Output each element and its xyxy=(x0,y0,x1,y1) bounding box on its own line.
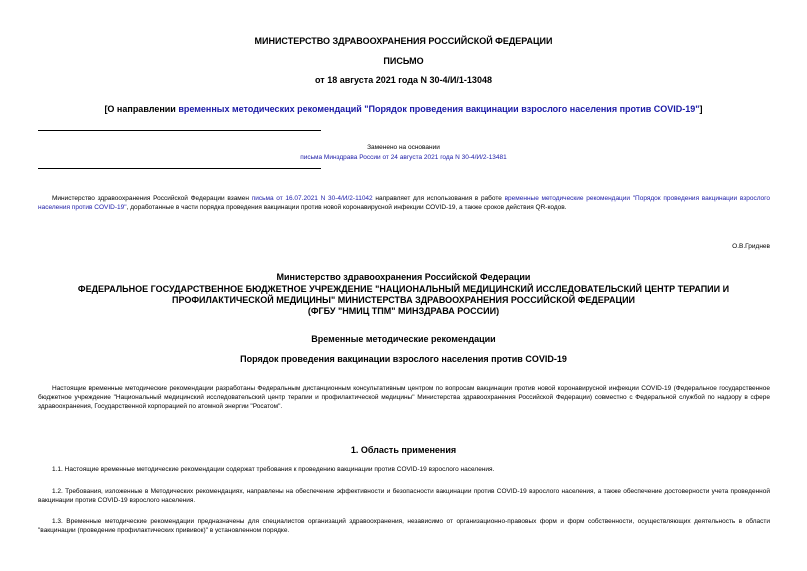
intro-link-letter[interactable]: письма от 16.07.2021 N 30-4/И/2-11042 xyxy=(251,195,373,202)
signature: О.В.Гриднев xyxy=(732,243,770,250)
subject-close: ] xyxy=(699,104,703,114)
paragraph-1-2: 1.2. Требования, изложенные в Методических рекомендациях, направлены на обеспечение эффективности и безопасности вакцинации против COVID-19 взрослого населения, а также обеспечение достоверности учета проведенной вакцинации против COVID-19 взрослого населения. xyxy=(38,488,770,504)
org-line-1: Министерство здравоохранения Российской Федерации xyxy=(276,272,531,282)
rec-subtitle: Порядок проведения вакцинации взрослого населения против COVID-19 xyxy=(240,354,567,364)
divider-top xyxy=(38,130,321,131)
rec-title: Временные методические рекомендации xyxy=(311,334,496,344)
subject-link[interactable]: временных методических рекомендаций "Порядок проведения вакцинации взрослого населения против COVID-19" xyxy=(178,104,700,114)
doc-type: ПИСЬМО xyxy=(383,56,424,66)
intro-text-3: , доработанные в части порядка проведения вакцинации против новой коронавирусной инфекции COVID-19, а также сроков действия QR-кодов. xyxy=(126,204,567,211)
replaced-note: Заменено на основании xyxy=(367,144,440,151)
doc-date: от 18 августа 2021 года N 30-4/И/1-13048 xyxy=(315,75,492,85)
intro-paragraph xyxy=(38,194,770,212)
replaced-link[interactable]: письма Минздрава России от 24 августа 2021 года N 30-4/И/2-13481 xyxy=(300,154,507,161)
intro-text-1: Министерство здравоохранения Российской Федерации взамен xyxy=(52,195,252,202)
org-line-2: ФЕДЕРАЛЬНОЕ ГОСУДАРСТВЕННОЕ БЮДЖЕТНОЕ УЧРЕЖДЕНИЕ "НАЦИОНАЛЬНЫЙ МЕДИЦИНСКИЙ ИССЛЕДОВАТЕЛЬСКИЙ ЦЕНТР ТЕРАПИИ И xyxy=(77,284,730,294)
org-line-4: (ФГБУ "НМИЦ ТПМ" МИНЗДРАВА РОССИИ) xyxy=(307,306,500,316)
org-line-3: ПРОФИЛАКТИЧЕСКОЙ МЕДИЦИНЫ" МИНИСТЕРСТВА ЗДРАВООХРАНЕНИЯ РОССИЙСКОЙ ФЕДЕРАЦИИ xyxy=(171,295,636,305)
rec-intro-paragraph: Настоящие временные методические рекомендации разработаны Федеральным дистанционным консультативным центром по вопросам вакцинации против новой коронавирусной инфекции COVID-19 (Федеральное государственное бюджетное учреждение "Национальный медицинский исследовательский центр терапии и профилактической медицины" Министерства здравоохранения Российской Федерации) совместно с Федеральной службой по надзору в сфере здравоохранения, Государственной корпорацией по атомной энергии "Росатом". xyxy=(38,385,770,410)
intro-link-recommendations[interactable]: временные методические рекомендации "Порядок проведения вакцинации взрослого населения против COVID-19" xyxy=(38,195,771,211)
ministry-heading: МИНИСТЕРСТВО ЗДРАВООХРАНЕНИЯ РОССИЙСКОЙ ФЕДЕРАЦИИ xyxy=(254,36,553,46)
paragraph-1-1: 1.1. Настоящие временные методические рекомендации содержат требования к проведению вакцинации против COVID-19 взрослого населения. xyxy=(52,466,495,473)
intro-text-2: направляет для использования в работе xyxy=(372,195,505,202)
paragraph-1-3: 1.3. Временные методические рекомендации предназначены для специалистов организаций здравоохранения, независимо от организационно-правовых форм и форм собственности, осуществляющих деятельность в области "вакцинации (проведение профилактических прививок)" в установленном порядке. xyxy=(38,518,770,534)
subject-open: [О направлении xyxy=(104,104,179,114)
divider-bottom xyxy=(38,168,321,169)
doc-subject xyxy=(0,104,807,115)
section-1-title: 1. Область применения xyxy=(350,445,457,455)
